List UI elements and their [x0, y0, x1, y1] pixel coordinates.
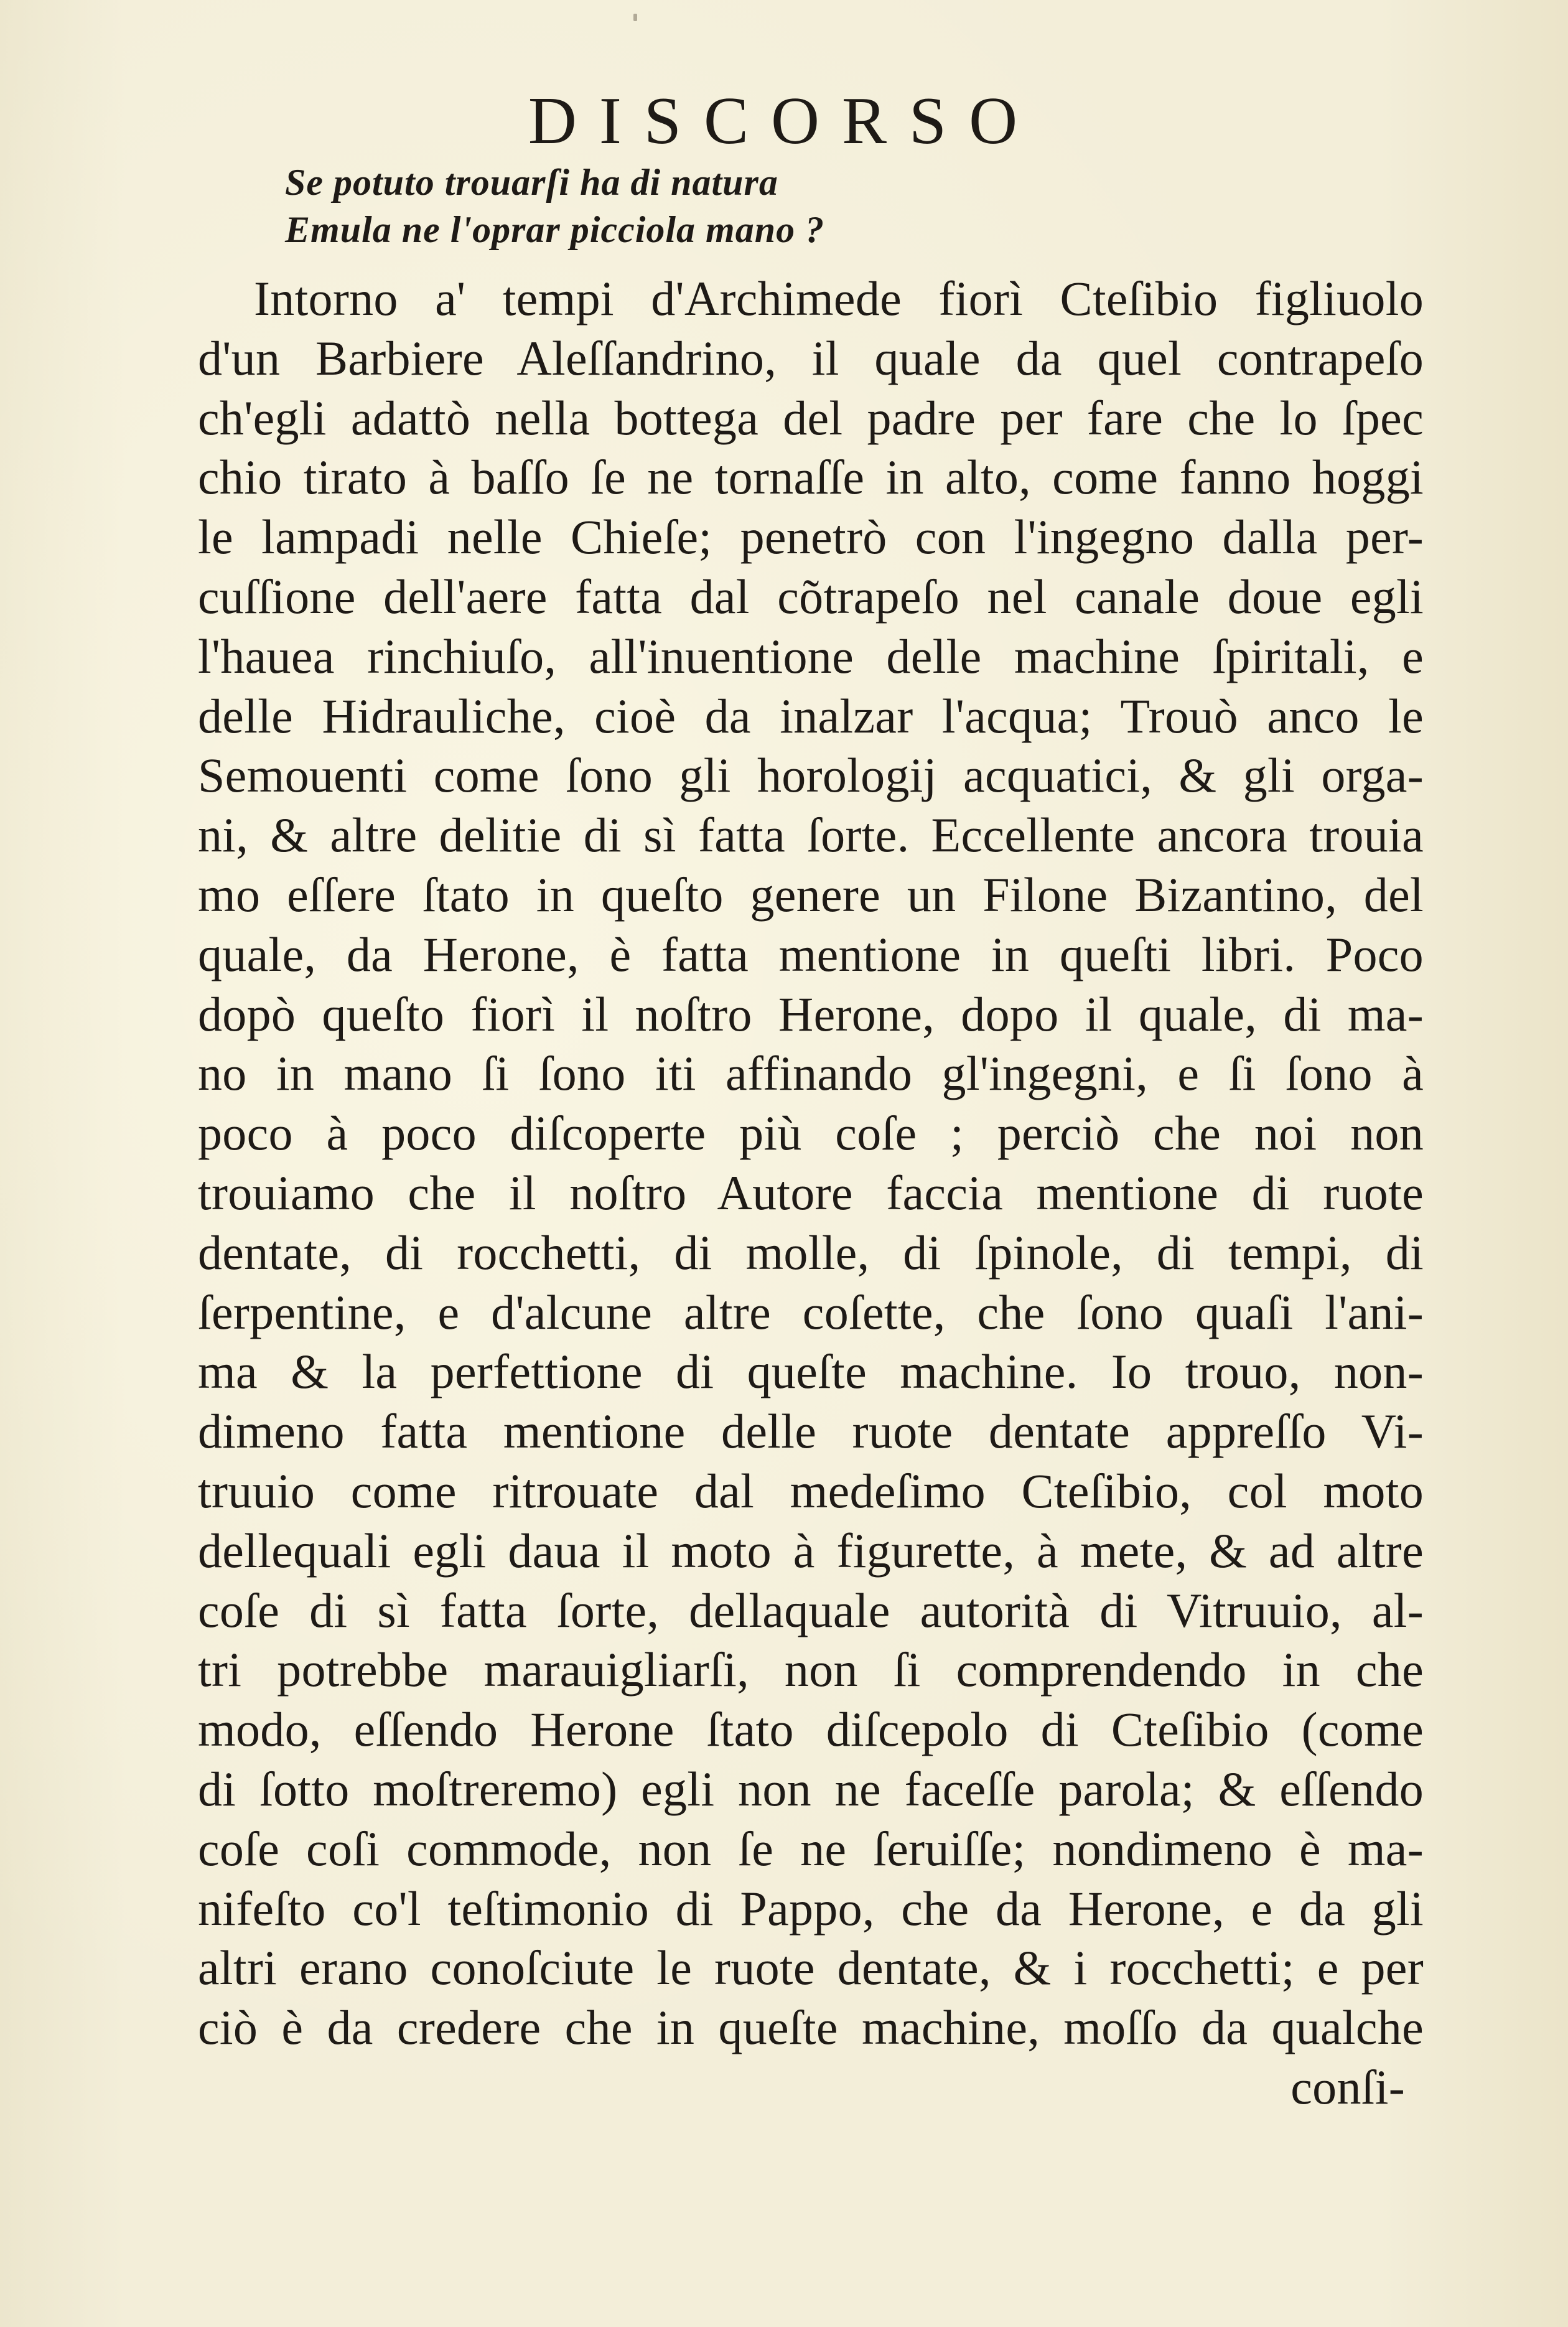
text-line: delle Hidrauliche, cioè da inalzar l'acqua; Trouò anco le: [198, 688, 1424, 743]
catchword: conſi-: [1290, 2059, 1405, 2114]
text-line: l'hauea rinchiuſo, all'inuentione delle machine ſpiritali, e: [198, 629, 1424, 683]
text-line: modo, eſſendo Herone ſtato diſcepolo di Cteſibio (come: [198, 1702, 1424, 1757]
text-line: Semouenti come ſono gli horologij acquatici, & gli orga-: [198, 748, 1424, 803]
text-line: dellequali egli daua il moto à figurette, à mete, & ad altre: [198, 1523, 1424, 1578]
text-line: chio tirato à baſſo ſe ne tornaſſe in alto, come fanno hoggi: [198, 450, 1424, 505]
text-line: tri potrebbe marauigliarſi, non ſi comprendendo in che: [198, 1642, 1424, 1697]
text-line: le lampadi nelle Chieſe; penetrò con l'ingegno dalla per-: [198, 510, 1424, 564]
text-line: cuſſione dell'aere fatta dal cõtrapeſo nel canale doue egli: [198, 569, 1424, 624]
ink-speck: [633, 14, 637, 21]
epigraph-line-1: Se potuto trouarſi ha di natura: [285, 162, 778, 203]
text-line: trouiamo che il noſtro Autore faccia mentione di ruote: [198, 1165, 1424, 1220]
text-line: coſe di sì fatta ſorte, dellaquale autorità di Vitruuio, al-: [198, 1583, 1424, 1637]
body-text: [198, 269, 1424, 2117]
text-line: dimeno fatta mentione delle ruote dentate appreſſo Vi-: [198, 1404, 1424, 1459]
text-line: dopò queſto fiorì il noſtro Herone, dopo il quale, di ma-: [198, 986, 1424, 1041]
text-line: nifeſto co'l teſtimonio di Pappo, che da Herone, e da gli: [198, 1881, 1424, 1936]
text-line: ſerpentine, e d'alcune altre coſette, che ſono quaſi l'ani-: [198, 1285, 1424, 1339]
text-line: quale, da Herone, è fatta mentione in queſti libri. Poco: [198, 927, 1424, 981]
text-line: dentate, di rocchetti, di molle, di ſpinole, di tempi, di: [198, 1225, 1424, 1280]
text-line: coſe coſi commode, non ſe ne ſeruiſſe; nondimeno è ma-: [198, 1821, 1424, 1876]
text-line: poco à poco diſcoperte più coſe ; perciò che noi non: [198, 1106, 1424, 1161]
text-line: ma & la perfettione di queſte machine. Io trouo, non-: [198, 1344, 1424, 1399]
text-line: truuio come ritrouate dal medeſimo Cteſibio, col moto: [198, 1463, 1424, 1518]
text-line: altri erano conoſciute le ruote dentate, & i rocchetti; e per: [198, 1941, 1424, 1995]
epigraph-line-2: Emula ne l'oprar picciola mano ?: [285, 209, 825, 250]
text-line: mo eſſere ſtato in queſto genere un Filone Bizantino, del: [198, 867, 1424, 922]
text-line: Intorno a' tempi d'Archimede fiorì Cteſibio figliuolo: [254, 271, 1424, 325]
text-line: di ſotto moſtreremo) egli non ne faceſſe parola; & eſſendo: [198, 1761, 1424, 1816]
text-line: no in mano ſi ſono iti affinando gl'ingegni, e ſi ſono à: [198, 1046, 1424, 1101]
text-line: ch'egli adattò nella bottega del padre per fare che lo ſpec: [198, 390, 1424, 445]
text-line: ni, & altre delitie di sì fatta ſorte. Eccellente ancora trouia: [198, 808, 1424, 863]
text-line: ciò è da credere che in queſte machine, moſſo da qualche: [198, 2000, 1424, 2055]
text-line: d'un Barbiere Aleſſandrino, il quale da quel contrapeſo: [198, 330, 1424, 385]
running-title: DISCORSO: [528, 84, 1040, 158]
